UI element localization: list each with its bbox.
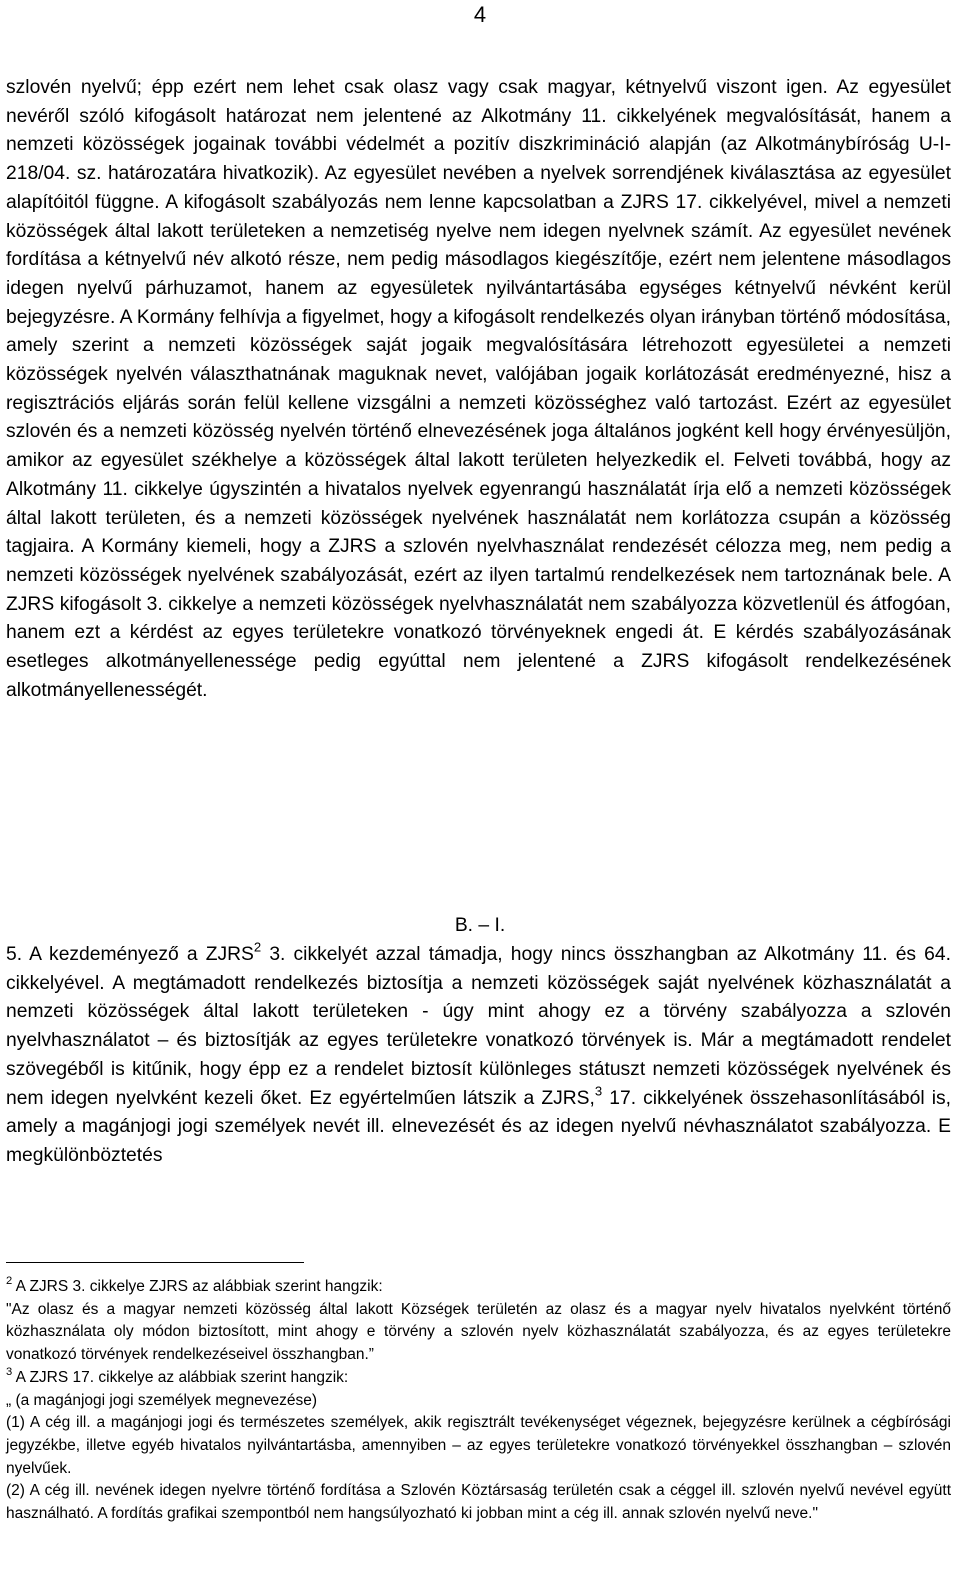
footnote-2-intro: A ZJRS 3. cikkelye ZJRS az alábbiak szerint hangzik: <box>12 1278 383 1295</box>
paragraph-2-lead: 5. A kezdeményező a ZJRS <box>6 944 254 965</box>
footnote-2-heading <box>6 1276 951 1299</box>
footnote-3-clause-1: (1) A cég ill. a magánjogi jogi és természetes személyek, akik regisztrált tevékenységet végeznek, bejegyzésre kerülnek a cégbírósági jegyzékbe, illetve egyéb hivatalos nyilvántartásba, amennyiben – az egyes területekre vonatkozó törvényekkel összhangban – szlovén nyelvűek. <box>6 1414 951 1477</box>
footnote-separator <box>6 1262 304 1263</box>
footnote-3-intro: A ZJRS 17. cikkelye az alábbiak szerint hangzik: <box>12 1368 349 1386</box>
footnote-3-title: „ (a magánjogi jogi személyek megnevezése) <box>6 1391 318 1409</box>
footnote-3-heading <box>6 1367 951 1390</box>
footnote-3-clause-2: (2) A cég ill. nevének idegen nyelvre történő fordítása a Szlovén Köztársaság területén csak a céggel ill. szlovén nyelvű nevével együtt használható. A fordítás grafikai szempontból nem hangsúlyozható ki jobban mint a cég ill. annak szlovén nyelvű neve." <box>6 1482 951 1523</box>
body-text-2 <box>6 941 951 1171</box>
paragraph-2 <box>6 941 951 1171</box>
body-text <box>6 74 951 705</box>
footnote-2-mark: 2 <box>6 1274 13 1287</box>
paragraph-2-mid: 3. cikkelyét azzal támadja, hogy nincs összhangban az Alkotmány 11. és 64. cikkelyével. A megtámadott rendelkezés biztosítja a nemzeti közösségek saját nyelvének közhasználatát a nemzeti közösségek által lakott területeken - úgy mint ahogy ez a törvény szabályozza a szlovén nyelvhasználatot – és biztosítják az egyes területekre vonatkozó törvények is. Már a megtámadott rendelet szövegéből is kitűnik, hogy épp ez a rendelet biztosít különleges státuszt nemzeti közösségek nyelvének és nem idegen nyelvként kezeli őket. Ez egyértelműen látszik a ZJRS, <box>6 944 951 1109</box>
paragraph-2-tail: 17. cikkelyének összehasonlításából is, amely a magánjogi jogi személyek nevét ill. elnevezését és az idegen nyelvű névhasználatot szabályozza. E megkülönböztetés <box>6 1087 951 1166</box>
paragraph-1: szlovén nyelvű; épp ezért nem lehet csak olasz vagy csak magyar, kétnyelvű viszont igen. Az egyesület nevéről szóló kifogásolt határozat nem jelentené az Alkotmány 11. cikkelyének megvalósítását, hanem a nemzeti közösségek jogainak további védelmét a pozitív diszkrimináció alapján (az Alkotmánybíróság U-I-218/04. sz. határozatára hivatkozik). Az egyesület nevében a nyelvek sorrendjének kiválasztása az egyesület alapítóitól függne. A kifogásolt szabályozás nem lenne kapcsolatban a ZJRS 17. cikkelyével, mivel a nemzeti közösségek által lakott területeken a nemzetiség nyelve nem idegen nyelvnek számít. Az egyesület nevének fordítása a kétnyelvű név alkotó része, nem pedig másodlagos kiegészítője, ezért nem jelentene másodlagos idegen nyelvű párhuzamot, hanem az egyesületek nyilvántartásába egységes kétnyelvű névként kerül bejegyzésre. A Kormány felhívja a figyelmet, hogy a kifogásolt rendelkezés olyan irányban történő módosítása, amely szerint a nemzeti közösségek saját jogaik megvalósítására létrehozott egyesületei a nemzeti közösségek nyelvén választhatnának maguknak nevet, valójában jogaik korlátozását eredményezné, hisz a regisztrációs eljárás során felül kellene vizsgálni a nemzeti közösséghez való tartozást. Ezért az egyesület szlovén és a nemzeti közösség nyelvén történő elnevezésének joga általános jogként kell hogy érvényesüljön, amikor az egyesület székhelye a közösségek által lakott területen helyezkedik el. Felveti továbbá, hogy az Alkotmány 11. cikkelye úgyszintén a hivatalos nyelvek egyenrangú használatát írja elő a nemzeti közösségek által lakott területen, és a nemzeti közösségek nyelvének használatát nem korlátozza csupán a közösség tagjaira. A Kormány kiemeli, hogy a ZJRS a szlovén nyelvhasználat rendezését célozza meg, nem pedig a nemzeti közösségek nyelvének szabályozását, ezért az ilyen tartalmú rendelkezések nem tartoznának bele. A ZJRS kifogásolt 3. cikkelye a nemzeti közösségek nyelvhasználatát nem szabályozza közvetlenül és átfogóan, hanem ezt a kérdést az egyes területekre vonatkozó törvényeknek engedi át. E kérdés szabályozásának esetleges alkotmányellenessége pedig egyúttal nem jelentené a ZJRS kifogásolt rendelkezésének alkotmányellenességét. <box>6 77 951 701</box>
footnote-3-mark: 3 <box>6 1365 13 1378</box>
footnote-ref-2: 2 <box>253 939 262 955</box>
page-number: 4 <box>473 2 487 27</box>
section-heading: B. – I. <box>454 915 506 936</box>
footnote-2-text: "Az olasz és a magyar nemzeti közösség által lakott Községek területén az olasz és a magyar nyelv hivatalos nyelvként történő közhasználata oly módon biztosított, mint ahogy e törvény a szlovén nyelv közhasználatát szabályozza, és az egyes területekre vonatkozó törvények rendelkezéseivel összhangban.” <box>6 1300 951 1364</box>
footnotes <box>6 1276 951 1526</box>
footnote-ref-3: 3 <box>594 1083 603 1098</box>
